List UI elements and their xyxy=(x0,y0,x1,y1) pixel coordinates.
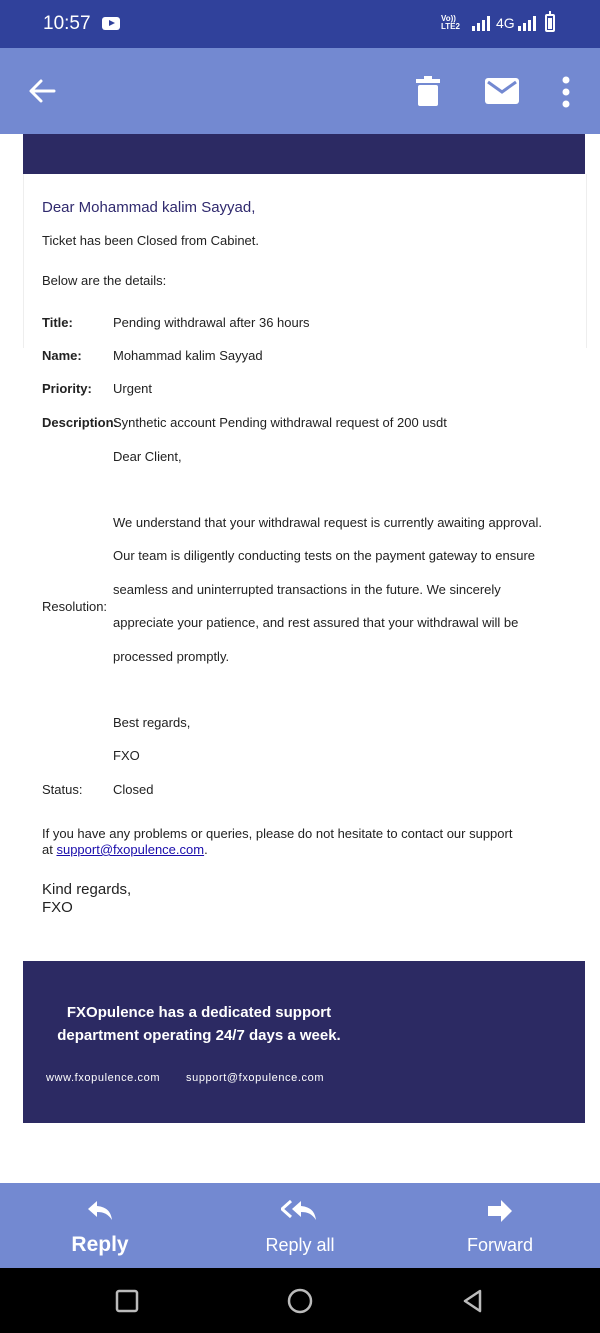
resolution-line: processed promptly. xyxy=(113,649,230,664)
status-time: 10:57 xyxy=(43,13,91,34)
support-text-line-2: at support@fxopulence.com. xyxy=(42,842,208,857)
reply-button[interactable] xyxy=(0,1183,200,1268)
reply-all-icon xyxy=(281,1199,319,1223)
support-email-link[interactable]: support@fxopulence.com xyxy=(56,842,205,857)
forward-label: Forward xyxy=(466,1235,533,1255)
priority-label: Priority: xyxy=(42,381,92,396)
status-bar xyxy=(0,0,600,48)
home-circle-icon[interactable] xyxy=(286,1287,314,1315)
name-label: Name: xyxy=(42,348,82,363)
status-value: Closed xyxy=(113,782,154,797)
email-intro: Ticket has been Closed from Cabinet. xyxy=(42,233,260,248)
sign-off xyxy=(42,881,131,917)
forward-icon xyxy=(486,1199,514,1223)
signal-icon xyxy=(518,16,536,31)
trash-icon[interactable] xyxy=(416,76,440,106)
priority-value: Urgent xyxy=(113,381,153,396)
mail-icon[interactable] xyxy=(485,78,519,104)
description-label: Description: xyxy=(42,415,118,430)
resolution-line: Dear Client, xyxy=(113,449,182,464)
signal-icon xyxy=(472,16,490,31)
volte-indicator: Vo)) LTE2 xyxy=(441,14,460,31)
system-nav-bar xyxy=(0,1268,600,1333)
footer-headline: FXOpulence has a dedicated support department operating 24/7 days a week. xyxy=(57,1004,341,1044)
title-label: Title: xyxy=(42,315,73,330)
forward-button[interactable] xyxy=(400,1183,600,1268)
title-value: Pending withdrawal after 36 hours xyxy=(113,315,310,330)
resolution-line: Best regards, xyxy=(113,715,191,730)
more-vertical-icon[interactable] xyxy=(558,76,574,108)
back-triangle-icon[interactable] xyxy=(460,1288,486,1314)
reply-all-button[interactable] xyxy=(200,1183,400,1268)
details-intro: Below are the details: xyxy=(42,273,167,288)
battery-icon xyxy=(545,14,555,32)
reply-label: Reply xyxy=(71,1233,129,1256)
name-value: Mohammad kalim Sayyad xyxy=(113,348,263,363)
network-type-label: 4G xyxy=(496,15,515,31)
resolution-line: Our team is diligently conducting tests on the payment gateway to ensure xyxy=(113,548,536,563)
status-label: Status: xyxy=(42,782,83,797)
resolution-label: Resolution: xyxy=(42,599,108,614)
signature-text: FXO xyxy=(42,899,73,916)
recents-square-icon[interactable] xyxy=(115,1289,139,1313)
reply-all-label: Reply all xyxy=(265,1235,335,1255)
resolution-line: seamless and uninterrupted transactions in the future. We sincerely xyxy=(113,582,501,597)
email-header-banner xyxy=(23,134,585,174)
arrow-left-icon[interactable] xyxy=(28,78,56,104)
email-action-bar xyxy=(0,1183,600,1268)
email-footer-banner xyxy=(23,961,585,1123)
app-bar xyxy=(0,48,600,134)
resolution-line: We understand that your withdrawal request is currently awaiting approval. xyxy=(113,515,542,530)
support-text: If you have any problems or queries, please do not hesitate to contact our support xyxy=(42,826,513,841)
resolution-line: appreciate your patience, and rest assured that your withdrawal will be xyxy=(113,615,519,630)
footer-email-link[interactable]: support@fxopulence.com xyxy=(186,1072,325,1084)
footer-website-link[interactable]: www.fxopulence.com xyxy=(46,1072,161,1084)
email-greeting: Dear Mohammad kalim Sayyad, xyxy=(42,199,256,216)
resolution-line: FXO xyxy=(113,748,140,763)
youtube-notification-icon xyxy=(102,17,120,30)
kind-regards-text: Kind regards, xyxy=(42,881,132,898)
description-value: Synthetic account Pending withdrawal request of 200 usdt xyxy=(113,415,447,430)
reply-icon xyxy=(86,1199,114,1223)
